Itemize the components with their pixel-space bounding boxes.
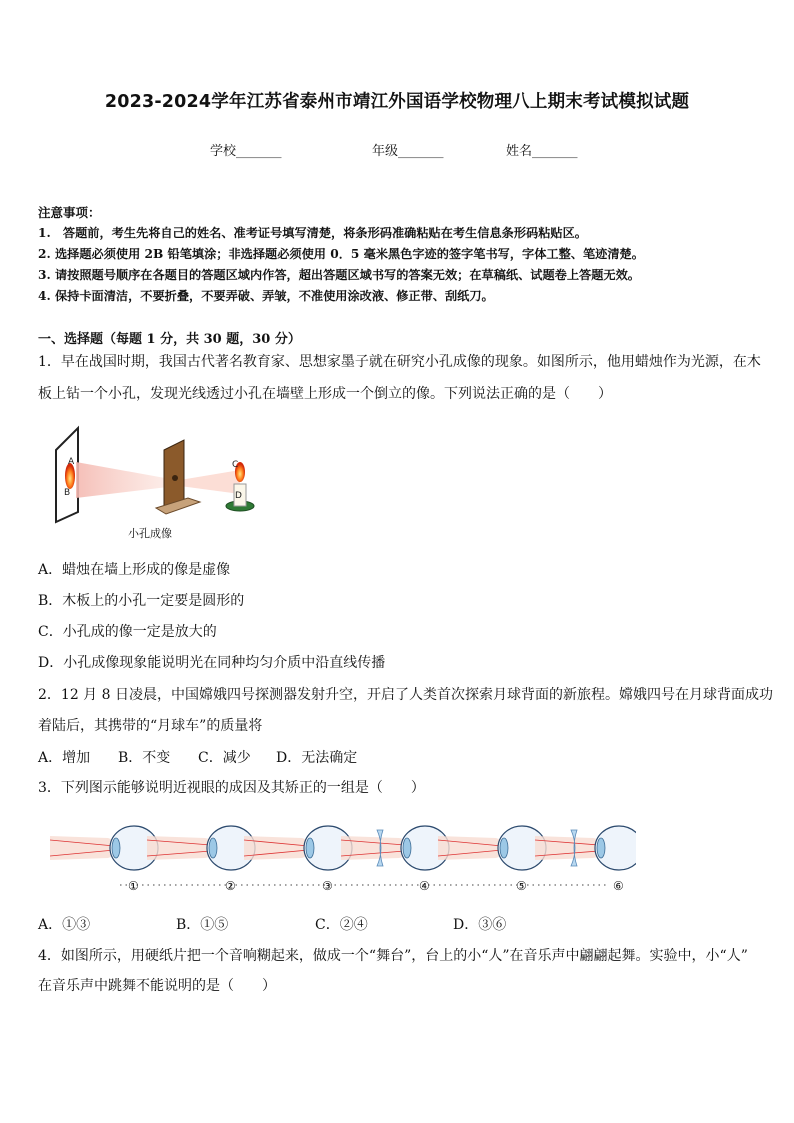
eye-number-label: ① — [128, 879, 139, 893]
name-field: 姓名_______ — [506, 144, 578, 159]
grade-field: 年级_______ — [372, 144, 444, 159]
q1-option-d: D．小孔成像现象能说明光在同种均匀介质中沿直线传播 — [38, 655, 386, 671]
label-a: A — [68, 457, 75, 467]
q2-stem-line: 着陆后，其携带的“月球车”的质量将 — [38, 718, 263, 734]
eye-diagram — [244, 826, 352, 870]
q2-option-c: C．减少 — [198, 750, 251, 766]
school-field: 学校_______ — [210, 144, 282, 159]
pinhole — [172, 475, 178, 481]
figure-caption: 小孔成像 — [128, 527, 172, 540]
exam-title: 2023-2024学年江苏省泰州市靖江外国语学校物理八上期末考试模拟试题 — [104, 92, 690, 112]
pinhole-camera-figure — [48, 420, 268, 550]
eye-diagram — [438, 826, 546, 870]
eye-number-label: ③ — [322, 879, 333, 893]
eye-number-label: ⑥ — [613, 879, 624, 893]
note-item: 3. 请按照题号顺序在各题目的答题区域内作答，超出答题区域书写的答案无效；在草稿纸、试题卷上答题无效。 — [38, 268, 640, 282]
eye-number-label: ⑤ — [516, 879, 527, 893]
eye-number-label: ② — [225, 879, 236, 893]
eye-diagram — [341, 826, 449, 870]
student-info-row — [0, 140, 794, 160]
q4-stem-line: 在音乐声中跳舞不能说明的是（ ） — [38, 978, 276, 994]
q3-option-a: A．①③ — [38, 917, 91, 933]
q1-stem-line: 板上钻一个小孔，发现光线透过小孔在墙壁上形成一个倒立的像。下列说法正确的是（ ） — [38, 386, 612, 402]
label-b: B — [64, 488, 71, 498]
eye-diagram — [535, 826, 636, 870]
eye-diagram — [50, 826, 158, 870]
q2-option-a: A．增加 — [38, 750, 91, 766]
q2-stem-line: 2．12 月 8 日凌晨，中国嫦娥四号探测器发射升空，开启了人类首次探索月球背面的新旅程。嫦娥四号在月球背面成功 — [38, 687, 773, 703]
note-item: 4. 保持卡面清洁，不要折叠，不要弄破、弄皱，不准使用涂改液、修正带、刮纸刀。 — [38, 289, 494, 303]
q4-stem-line: 4．如图所示，用硬纸片把一个音响糊起来，做成一个“舞台”，台上的小“人”在音乐声中翩翩起舞。实验中，小“人” — [38, 948, 748, 964]
q1-option-a: A．蜡烛在墙上形成的像是虚像 — [38, 562, 231, 578]
notes-heading: 注意事项： — [38, 205, 101, 220]
q2-option-d: D．无法确定 — [276, 750, 358, 766]
q1-stem-line: 1．早在战国时期，我国古代著名教育家、思想家墨子就在研究小孔成像的现象。如图所示，他用蜡烛作为光源，在木 — [38, 354, 761, 370]
q3-option-b: B．①⑤ — [176, 917, 229, 933]
q1-option-c: C．小孔成的像一定是放大的 — [38, 624, 217, 640]
eye-number-label: ④ — [419, 879, 430, 893]
eye-diagrams-figure — [46, 812, 636, 898]
q3-stem-line: 3．下列图示能够说明近视眼的成因及其矫正的一组是（ ） — [38, 780, 425, 796]
note-item: 1. 答题前，考生先将自己的姓名、准考证号填写清楚，将条形码准确粘贴在考生信息条形码粘贴区。 — [38, 226, 587, 240]
light-beam — [180, 470, 240, 494]
q3-option-c: C．②④ — [315, 917, 368, 933]
section-heading: 一、选择题（每题 1 分，共 30 题，30 分） — [38, 332, 301, 347]
label-d: D — [235, 491, 242, 501]
q3-option-d: D．③⑥ — [453, 917, 507, 933]
label-c: C — [232, 460, 239, 470]
eye-diagram — [147, 826, 255, 870]
q1-option-b: B．木板上的小孔一定要是圆形的 — [38, 593, 245, 609]
note-item: 2. 选择题必须使用 2B 铅笔填涂；非选择题必须使用 0．5 毫米黑色字迹的签字笔书写，字体工整、笔迹清楚。 — [38, 247, 644, 261]
light-beam — [76, 462, 176, 498]
q2-option-b: B．不变 — [118, 750, 171, 766]
